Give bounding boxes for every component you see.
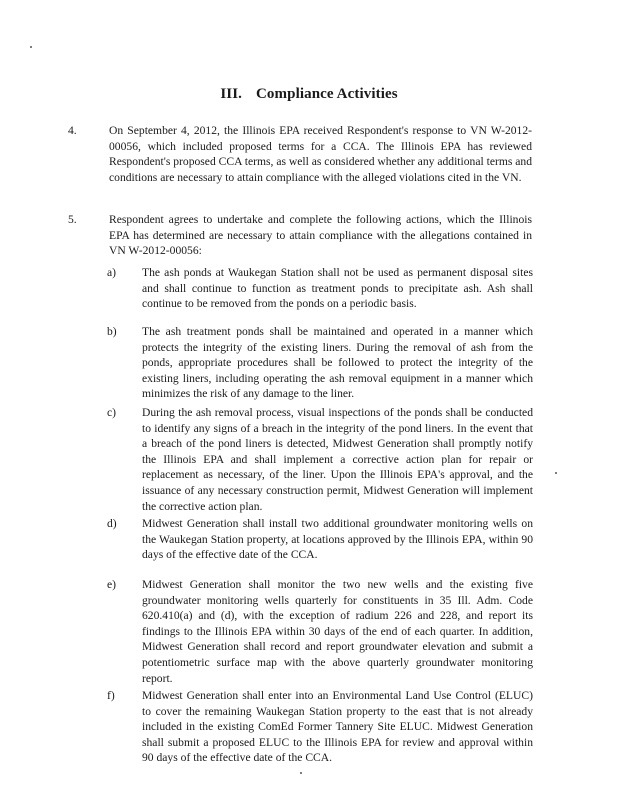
list-item-text: The ash treatment ponds shall be maintained and operated in a manner which protects the integrity of the existing liners. During the removal of ash from the ponds, appropriate procedures shall be followed to protect the integrity of the existing liners, including operating the ash removal equipment in a manner which minimizes the risk of any damage to the liner.: [142, 325, 533, 401]
section-heading: [0, 86, 618, 103]
list-item-label: f): [107, 689, 115, 702]
paragraph-text: On September 4, 2012, the Illinois EPA received Respondent's response to VN W-2012-00056, which included proposed terms for a CCA. The Illinois EPA has reviewed Respondent's proposed CCA terms, as well as considered whether any additional terms and conditions are necessary to attain compliance with the alleged violations cited in the VN.: [109, 124, 532, 184]
paragraph-number: 4.: [68, 124, 77, 137]
paragraph-number: 5.: [68, 213, 77, 226]
list-item-text: The ash ponds at Waukegan Station shall not be used as permanent disposal sites and shall continue to function as treatment ponds to precipitate ash. Ash shall continue to be removed from the ponds on a periodic basis.: [142, 266, 533, 311]
list-item-text: Midwest Generation shall enter into an Environmental Land Use Control (ELUC) to cover the remaining Waukegan Station property to the east that is not already included in the existing ComEd Former Tannery Site ELUC. Midwest Generation shall submit a proposed ELUC to the Illinois EPA for review and approval within 90 days of the effective date of the CCA.: [142, 689, 533, 765]
list-item-label: e): [107, 578, 117, 591]
list-item-label: b): [107, 325, 117, 338]
section-number: III.: [220, 86, 242, 102]
scan-speck: [30, 46, 32, 48]
paragraph-text: Respondent agrees to undertake and complete the following actions, which the Illinois EPA has determined are necessary to attain compliance with the allegations contained in VN W-2012-00056:: [109, 213, 532, 258]
scan-speck: [300, 772, 302, 774]
section-title: Compliance Activities: [256, 86, 398, 102]
list-item-text: Midwest Generation shall monitor the two new wells and the existing five groundwater monitoring wells quarterly for constituents in 35 Ill. Adm. Code 620.410(a) and (d), with the exception of radium 226 and 228, and report its findings to the Illinois EPA within 30 days of the end of each quarter. In addition, Midwest Generation shall record and report groundwater elevation and submit a potentiometric surface map with the above quarterly groundwater monitoring report.: [142, 578, 533, 685]
list-item-label: d): [107, 517, 117, 530]
list-item-label: a): [107, 266, 117, 279]
list-item-label: c): [107, 406, 117, 419]
list-item-text: During the ash removal process, visual inspections of the ponds shall be conducted to identify any signs of a breach in the integrity of the pond liners. In the event that a breach of the pond liners is detected, Midwest Generation shall promptly notify the Illinois EPA and shall implement a corrective action plan for repair or replacement as necessary, of the liner. Upon the Illinois EPA's approval, and the issuance of any necessary construction permit, Midwest Generation will implement the corrective action plan.: [142, 406, 533, 513]
list-item-text: Midwest Generation shall install two additional groundwater monitoring wells on the Waukegan Station property, at locations approved by the Illinois EPA, within 90 days of the effective date of the CCA.: [142, 517, 533, 562]
scan-speck: [555, 472, 557, 474]
